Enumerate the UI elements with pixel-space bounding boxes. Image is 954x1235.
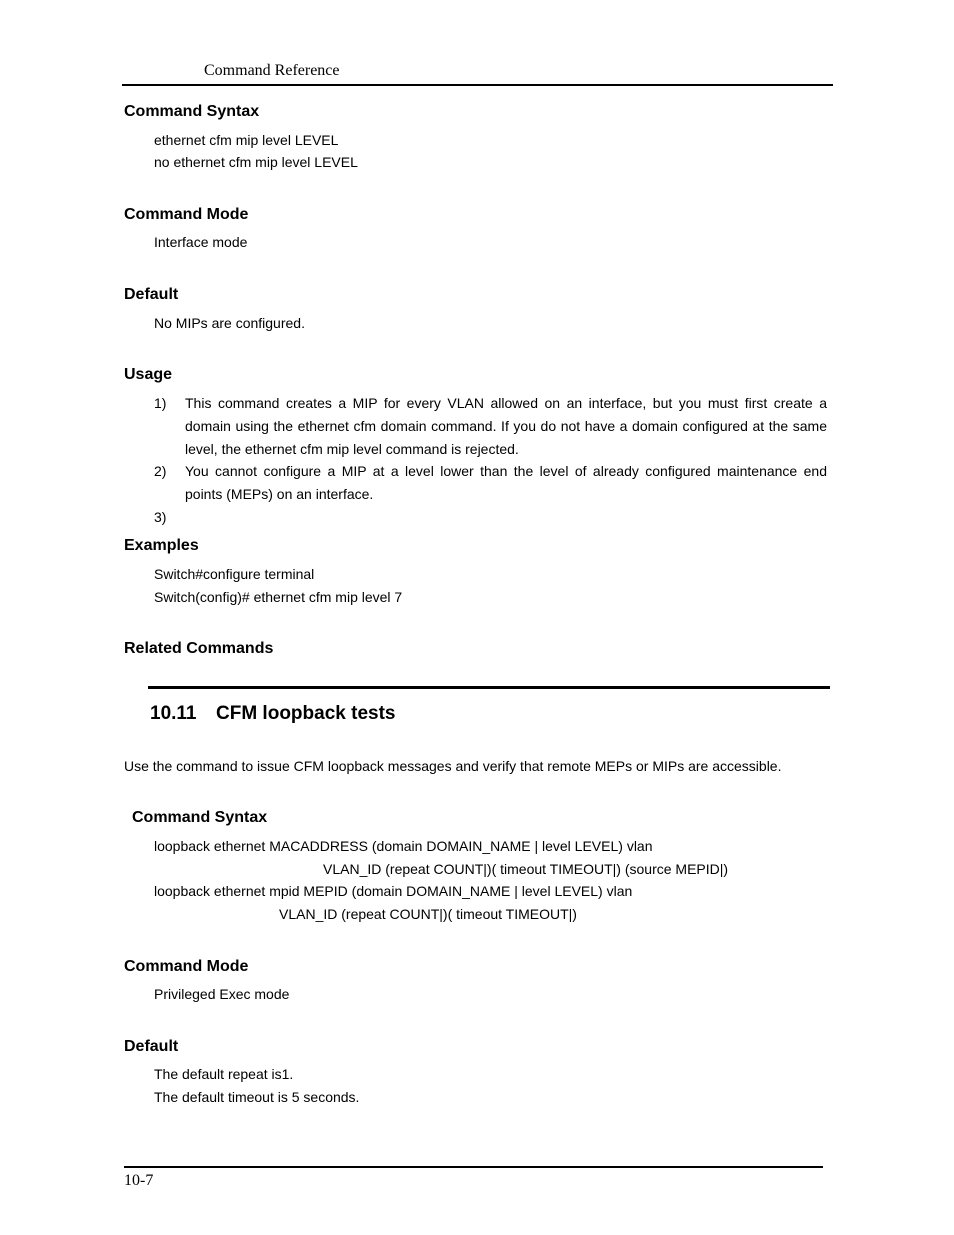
default-line: The default timeout is 5 seconds. [154,1089,360,1105]
mode-text: Privileged Exec mode [154,986,290,1002]
syntax-line-continued: VLAN_ID (repeat COUNT|)( timeout TIMEOUT|) (source MEPID|) [323,861,729,877]
header-rule [122,84,833,86]
section-rule [148,686,830,689]
default-heading: Default [124,286,179,303]
example-line: Switch(config)# ethernet cfm mip level 7 [154,589,403,605]
usage-heading: Usage [124,366,173,383]
default-heading: Default [124,1038,179,1055]
syntax-line: loopback ethernet mpid MEPID (domain DOMAIN_NAME | level LEVEL) vlan [154,883,633,899]
related-heading: Related Commands [124,640,274,657]
syntax-line: no ethernet cfm mip level LEVEL [154,154,358,170]
usage-item-number: 1) [154,395,167,411]
default-text: No MIPs are configured. [154,315,305,331]
running-header: Command Reference [204,62,340,79]
usage-item-number: 2) [154,463,167,479]
syntax-line: loopback ethernet MACADDRESS (domain DOMAIN_NAME | level LEVEL) vlan [154,838,653,854]
section-intro: Use the command to issue CFM loopback messages and verify that remote MEPs or MIPs are accessible. [124,758,782,774]
mode-text: Interface mode [154,234,248,250]
syntax-heading: Command Syntax [124,103,260,120]
syntax-line-continued: VLAN_ID (repeat COUNT|)( timeout TIMEOUT|) [279,906,577,922]
syntax-heading: Command Syntax [132,809,268,826]
default-line: The default repeat is1. [154,1066,294,1082]
footer-rule [124,1166,823,1168]
mode-heading: Command Mode [124,206,249,223]
example-line: Switch#configure terminal [154,566,315,582]
section-number: 10.11 [150,703,197,724]
usage-item-text: This command creates a MIP for every VLAN allowed on an interface, but you must first create a domain using the ethernet cfm domain command. If you do not have a domain configured at the same level, the ethernet cfm mip level command is rejected. [185,395,827,457]
mode-heading: Command Mode [124,958,249,975]
page-number: 10-7 [124,1172,154,1189]
syntax-line: ethernet cfm mip level LEVEL [154,132,339,148]
usage-item-text: You cannot configure a MIP at a level lower than the level of already configured maintenance end points (MEPs) on an interface. [185,463,827,502]
usage-item-number: 3) [154,509,167,525]
examples-heading: Examples [124,537,199,554]
section-title: CFM loopback tests [216,703,396,724]
